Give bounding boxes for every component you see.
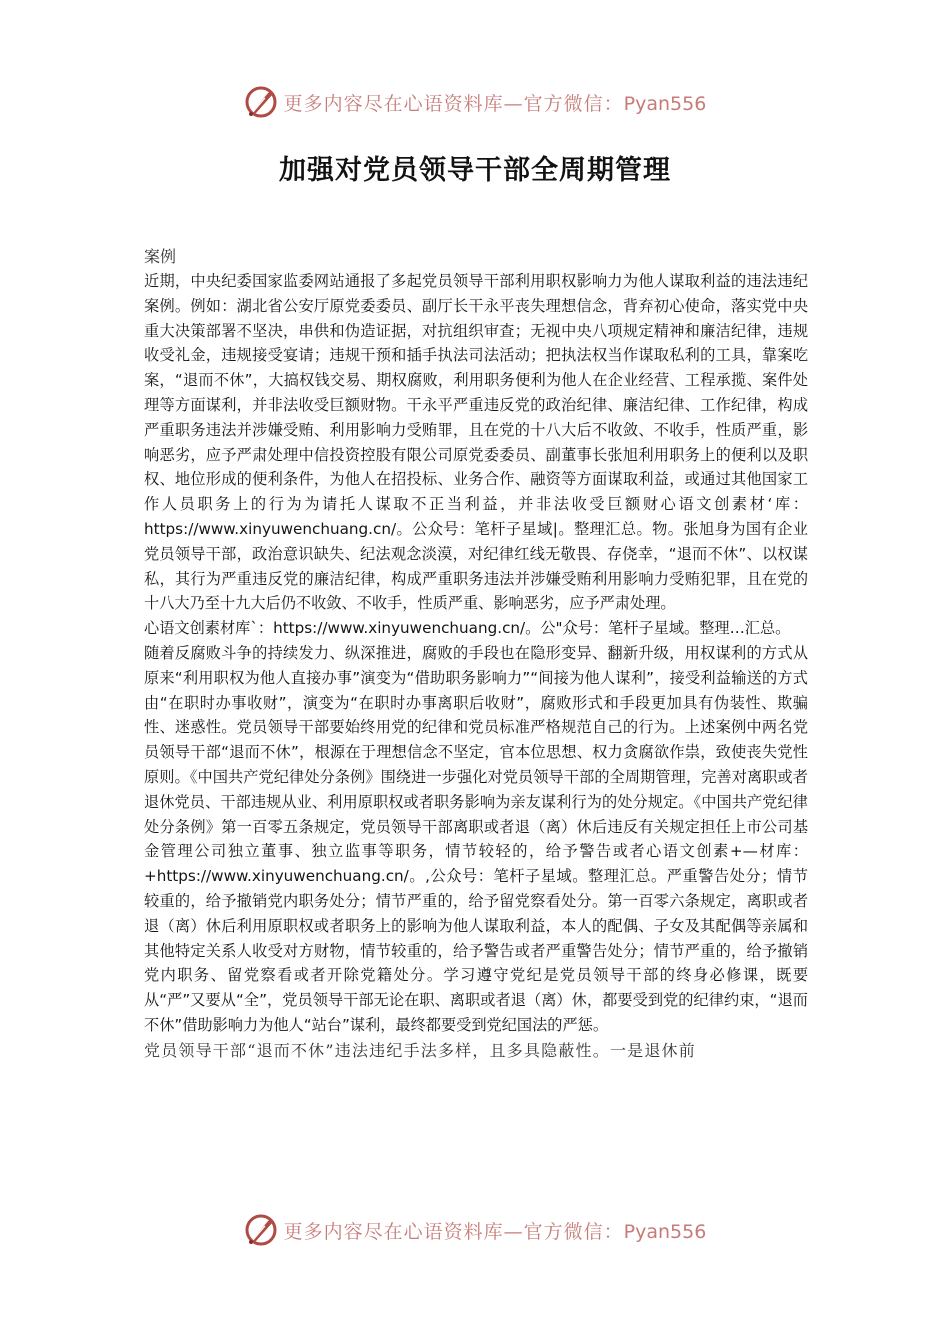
document-body	[144, 244, 808, 1063]
watermark-text	[284, 1217, 707, 1244]
watermark-label: 更多内容尽在心语资料库—官方微信：	[283, 1220, 624, 1243]
watermark-text	[284, 89, 707, 116]
watermark-footer	[0, 1210, 950, 1250]
watermark-wechat-id: Pyan556	[623, 1220, 707, 1243]
paragraph-case: 近期，中央纪委国家监委网站通报了多起党员领导干部利用职权影响力为他人谋取利益的违法违纪案例。例如：湖北省公安厅原党委委员、副厅长干永平丧失理想信念，背弃初心使命，落实党中央重大决策部署不坚决，串供和伪造证据，对抗组织审查；无视中央八项规定精神和廉洁纪律，违规收受礼金，违规接受宴请；违规干预和插手执法司法活动；把执法权当作谋取私利的工具，靠案吃案，“退而不休”，大搞权钱交易、期权腐败，利用职务便利为他人在企业经营、工程承揽、案件处理等方面谋利，并非法收受巨额财物。干永平严重违反党的政治纪律、廉洁纪律、工作纪律，构成严重职务违法并涉嫌受贿、利用影响力受贿罪，且在党的十八大后不收敛、不收手，性质严重，影响恶劣，应予严肃处理中信投资控股有限公司原党委委员、副董事长张旭利用职务上的便利以及职权、地位形成的便利条件，为他人在招投标、业务合作、融资等方面谋取利益，或通过其他国家工作人员职务上的行为为请托人谋取不正当利益，并非法收受巨额财心语文创素材‘库：https://www.xinyuwenchuang.cn/。公众号：笔杆子星域|。整理汇总。物。张旭身为国有企业党员领导干部，政治意识缺失、纪法观念淡漠，对纪律红线无敬畏、存侥幸，“退而不休”、以权谋私，其行为严重违反党的廉洁纪律，构成严重职务违法并涉嫌受贿利用影响力受贿犯罪，且在党的十八大乃至十九大后仍不收敛、不收手，性质严重、影响恶劣，应予严肃处理。	[144, 272, 808, 613]
paragraph-source-note: 心语文创素材库`：https://www.xinyuwenchuang.cn/。公"众号：笔杆子星域。整理…汇总。	[144, 619, 791, 638]
quill-pen-logo-icon	[244, 1213, 278, 1247]
page-title: 加强对党员领导干部全周期管理	[279, 155, 671, 186]
watermark-label: 更多内容尽在心语资料库—官方微信：	[283, 92, 624, 115]
watermark-header	[0, 82, 950, 122]
paragraph-continued: 党员领导干部“退而不休”违法违纪手法多样，且多具隐蔽性。一是退休前	[144, 1040, 696, 1060]
section-label: 案例	[144, 247, 177, 266]
quill-pen-logo-icon	[244, 85, 278, 119]
paragraph-analysis: 随着反腐败斗争的持续发力、纵深推进，腐败的手段也在隐形变异、翻新升级，用权谋利的方式从原来“利用职权为他人直接办事”演变为“借助职务影响力”“间接为他人谋利”，接受利益输送的方式由“在职时办事收财”，演变为“在职时办事离职后收财”，腐败形式和手段更加具有伪装性、欺骗性、迷惑性。党员领导干部要始终用党的纪律和党员标准严格规范自己的行为。上述案例中两名党员领导干部“退而不休”，根源在于理想信念不坚定，官本位思想、权力贪腐欲作祟，致使丧失党性原则。《中国共产党纪律处分条例》围绕进一步强化对党员领导干部的全周期管理，完善对离职或者退休党员、干部违规从业、利用原职权或者职务影响为亲友谋利行为的处分规定。《中国共产党纪律处分条例》第一百零五条规定，党员领导干部离职或者退（离）休后违反有关规定担任上市公司基金管理公司独立董事、独立监事等职务，情节较轻的，给予警告或者心语文创素+—材库：+https://www.xinyuwenchuang.cn/。,公众号：笔杆子星域。整理汇总。严重警告处分；情节较重的，给予撤销党内职务处分；情节严重的，给予留党察看处分。第一百零六条规定，离职或者退（离）休后利用原职权或者职务上的影响为他人谋取利益，本人的配偶、子女及其配偶等亲属和其他特定关系人收受对方财物，情节较重的，给予警告或者严重警告处分；情节严重的，给予撤销党内职务、留党察看或者开除党籍处分。学习遵守党纪是党员领导干部的终身必修课，既要从“严”又要从“全”，党员领导干部无论在职、离职或者退（离）休，都要受到党的纪律约束，“退而不休”借助影响力为他人“站台”谋利，最终都要受到党纪国法的严惩。	[144, 643, 808, 1034]
watermark-wechat-id: Pyan556	[623, 92, 707, 115]
